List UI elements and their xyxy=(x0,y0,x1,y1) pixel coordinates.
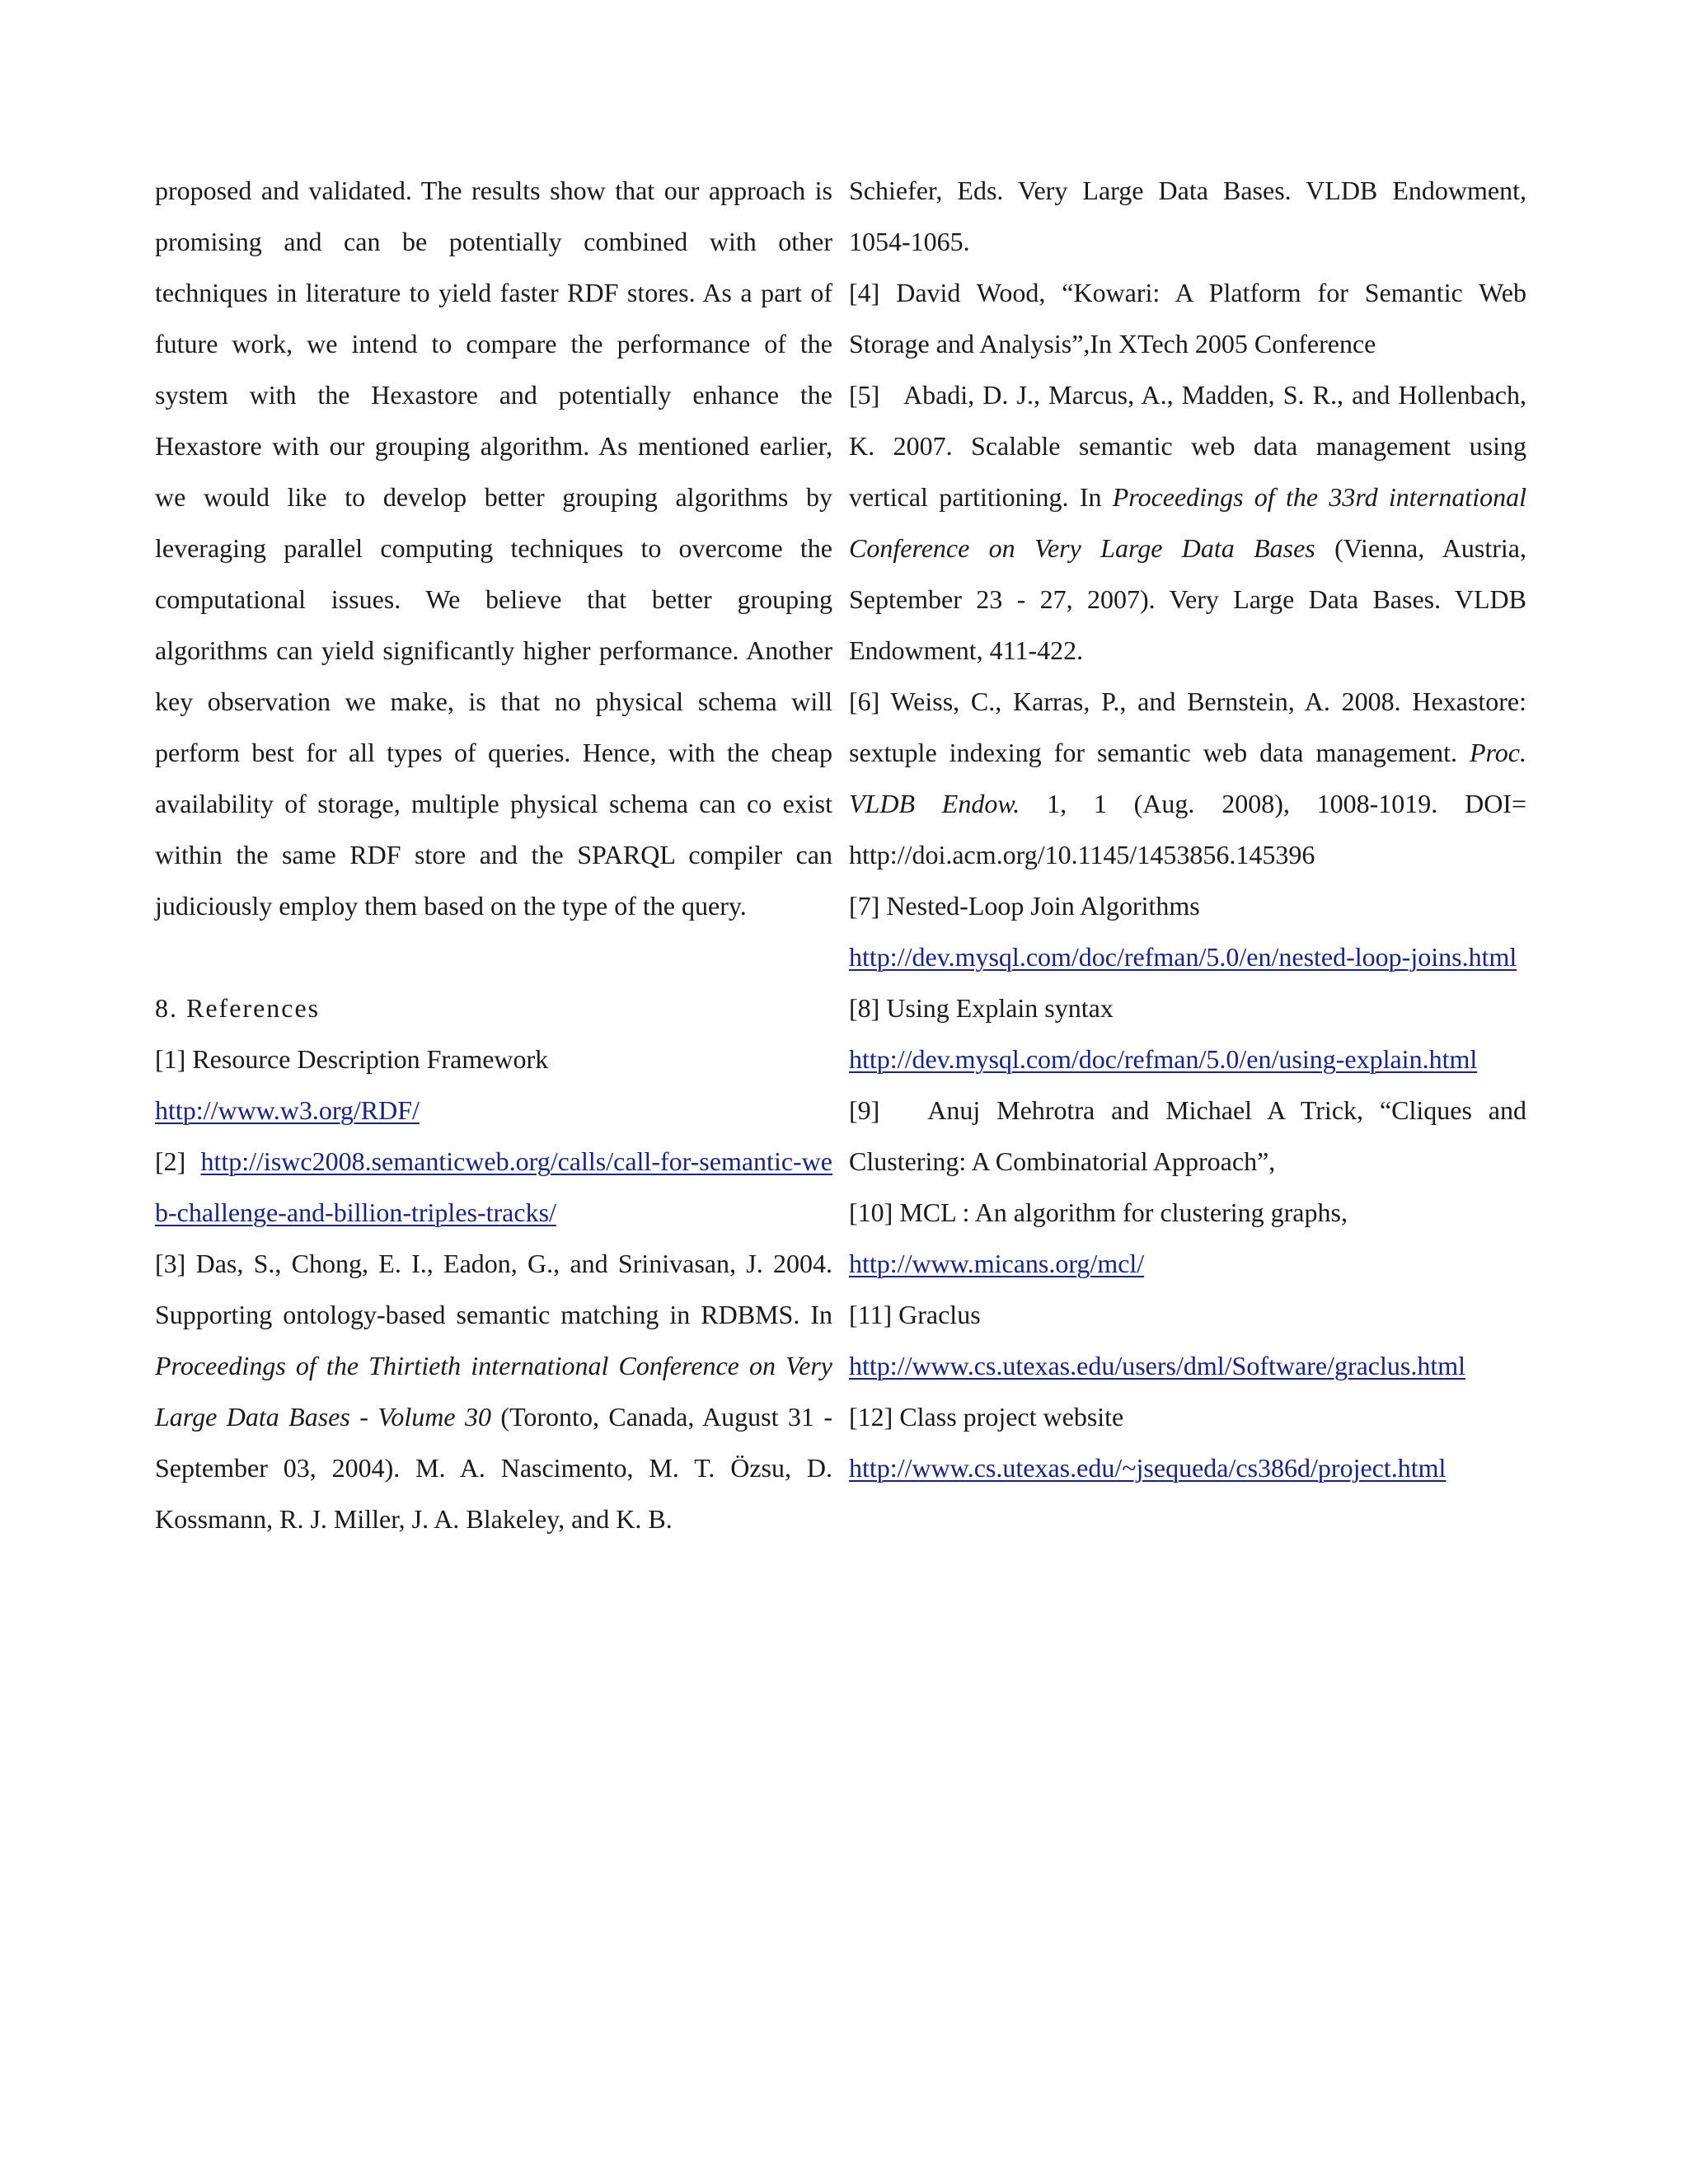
reference-11 xyxy=(849,1289,1526,1391)
reference-6-text-a: [6] Weiss, C., Karras, P., and Bernstein, A. 2008. Hexastore: sextuple indexing for semantic web data management. xyxy=(849,687,1526,767)
reference-3-text-a: [3] Das, S., Chong, E. I., Eadon, G., and Srinivasan, J. 2004. Supporting ontology-based semantic matching in RDBMS. In xyxy=(155,1249,832,1329)
reference-8-text: [8] Using Explain syntax xyxy=(849,993,1114,1023)
reference-8 xyxy=(849,982,1526,1085)
right-column xyxy=(849,165,1533,1493)
reference-7 xyxy=(849,880,1526,982)
reference-5-text-b: (Vienna, Austria, September 23 - 27, 2007). Very Large Data Bases. VLDB Endowment, 411-422. xyxy=(849,533,1527,665)
reference-3-venue: Proceedings of the Thirtieth international Conference on Very Large Data Bases - Volume 30 xyxy=(155,1351,832,1432)
reference-1 xyxy=(155,1033,832,1136)
reference-12-text: [12] Class project website xyxy=(849,1402,1124,1432)
reference-6-venue: Proc. VLDB Endow. xyxy=(849,738,1526,818)
reference-11-link[interactable]: http://www.cs.utexas.edu/users/dml/Software/graclus.html xyxy=(849,1351,1466,1380)
reference-3-text-b: (Toronto, Canada, August 31 - September 03, 2004). M. A. Nascimento, M. T. Özsu, D. Kossmann, R. J. Miller, J. A. Blakeley, and K. B. xyxy=(155,1402,833,1534)
reference-5-text-a: [5] Abadi, D. J., Marcus, A., Madden, S. R., and Hollenbach, K. 2007. Scalable semantic web data management using vertical partitioning. In xyxy=(849,380,1533,512)
left-column xyxy=(155,165,832,1544)
reference-4: [4] David Wood, “Kowari: A Platform for Semantic Web Storage and Analysis”,In XTech 2005 Conference xyxy=(849,278,1526,359)
reference-12 xyxy=(849,1391,1526,1493)
reference-10 xyxy=(849,1187,1526,1289)
reference-3 xyxy=(155,1238,832,1544)
reference-2 xyxy=(155,1136,832,1238)
reference-10-link[interactable]: http://www.micans.org/mcl/ xyxy=(849,1249,1145,1278)
reference-5-venue: Proceedings of the 33rd international Conference on Very Large Data Bases xyxy=(849,482,1526,563)
conclusion-paragraph: proposed and validated. The results show that our approach is promising and can be potentially combined with other techniques in literature to yield faster RDF stores. As a part of future work, we intend to compare the performance of the system with the Hexastore and potentially enhance the Hexastore with our grouping algorithm. As mentioned earlier, we would like to develop better grouping algorithms by leveraging parallel computing techniques to overcome the computational issues. We believe that better grouping algorithms can yield significantly higher performance. Another key observation we make, is that no physical schema will perform best for all types of queries. Hence, with the cheap availability of storage, multiple physical schema can co exist within the same RDF store and the SPARQL compiler can judiciously employ them based on the type of the query. xyxy=(155,176,832,921)
reference-7-text: [7] Nested-Loop Join Algorithms xyxy=(849,891,1200,921)
reference-9: [9] Anuj Mehrotra and Michael A Trick, “Cliques and Clustering: A Combinatorial Approach”, xyxy=(849,1095,1533,1176)
reference-6 xyxy=(849,676,1526,880)
reference-11-text: [11] Graclus xyxy=(849,1300,981,1329)
reference-1-text: [1] Resource Description Framework xyxy=(155,1044,549,1074)
reference-10-text: [10] MCL : An algorithm for clustering graphs, xyxy=(849,1197,1348,1227)
reference-5 xyxy=(849,369,1533,676)
reference-3-continued: Schiefer, Eds. Very Large Data Bases. VLDB Endowment, 1054-1065. xyxy=(849,176,1526,256)
reference-6-text-b: 1, 1 (Aug. 2008), 1008-1019. DOI= http://doi.acm.org/10.1145/1453856.145396 xyxy=(849,789,1527,869)
reference-12-link[interactable]: http://www.cs.utexas.edu/~jsequeda/cs386d/project.html xyxy=(849,1453,1447,1483)
references-heading: 8. References xyxy=(155,993,321,1023)
reference-2-link[interactable]: http://iswc2008.semanticweb.org/calls/call-for-semantic-web-challenge-and-billion-triples-tracks/ xyxy=(155,1146,832,1227)
reference-8-link[interactable]: http://dev.mysql.com/doc/refman/5.0/en/using-explain.html xyxy=(849,1044,1478,1074)
reference-7-link[interactable]: http://dev.mysql.com/doc/refman/5.0/en/nested-loop-joins.html xyxy=(849,942,1517,972)
reference-2-label: [2] xyxy=(155,1146,201,1176)
reference-1-link[interactable]: http://www.w3.org/RDF/ xyxy=(155,1095,420,1125)
